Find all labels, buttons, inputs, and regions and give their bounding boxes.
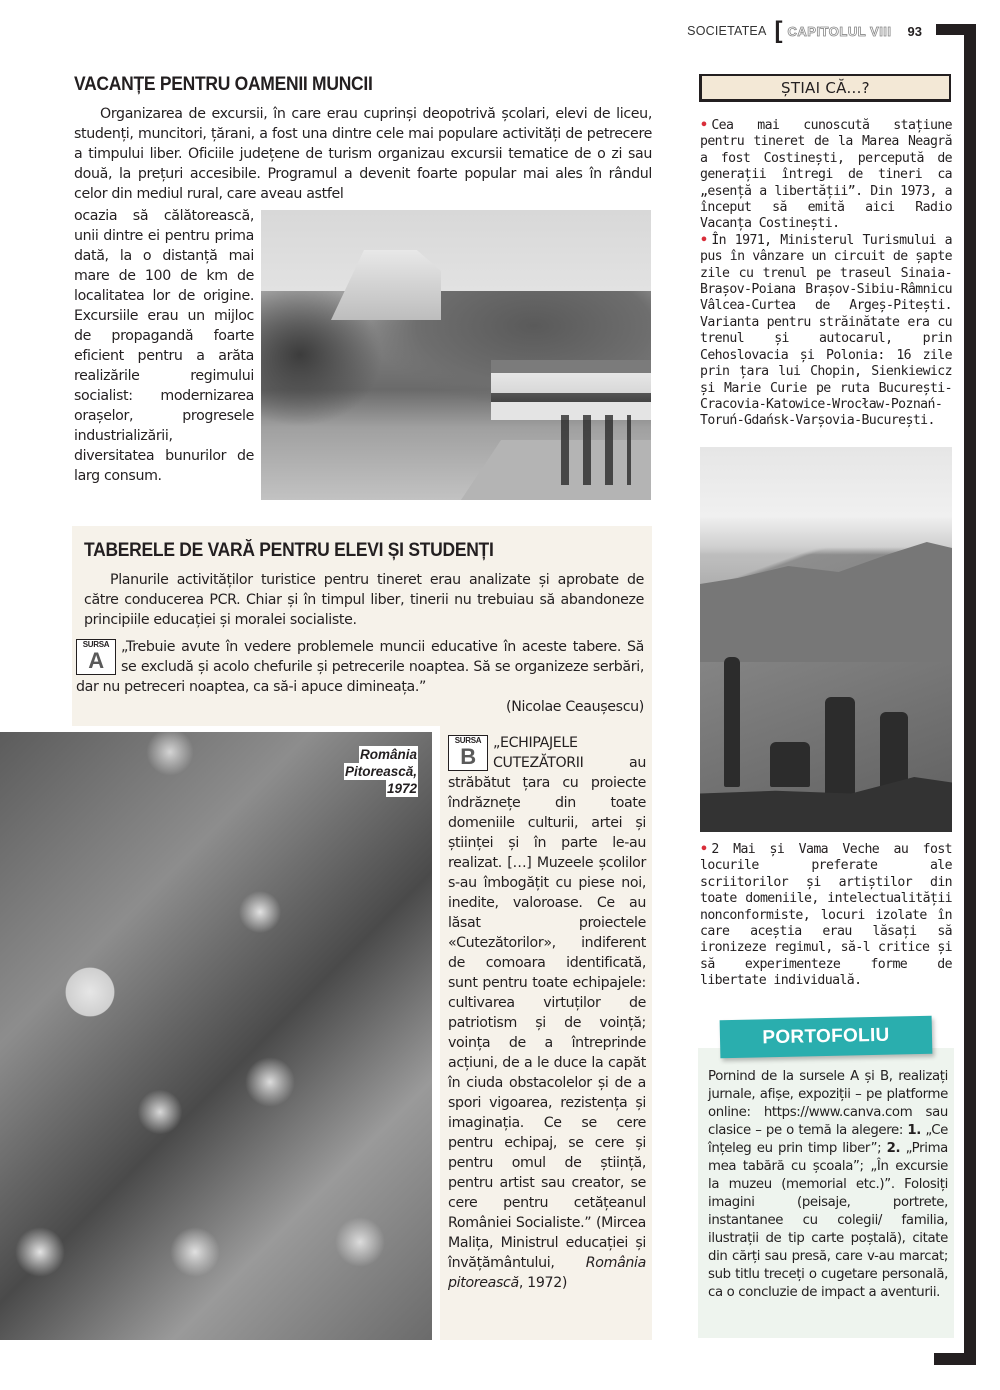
chapter-label: CAPITOLUL VIII — [787, 23, 892, 39]
ridge-shape — [700, 542, 952, 662]
portofoliu-tag — [720, 1016, 933, 1058]
article-continuation: ocazia să călătorească, unii dintre ei pentru prima dată, la o distanță mai mare de 100 de km de localitatea lor de origine. Excursiile erau un mijloc de propagandă foarte eficient pentru a arăta realizările regimului socialist: modernizarea orașelor, progresele industrializării, diversitatea bunurilor de larg consum. — [74, 208, 254, 484]
building-shape — [491, 360, 651, 420]
fact-item: • 2 Mai și Vama Veche au fost locurile preferate ale scriitorilor și artiștilor din toate domeniile, intelectualității nonconformiste, locuri izolate în care aceștia erau lăsați să ironizeze regimul, să-l critice și să experimenteze forme de libertate individuală. — [700, 842, 952, 989]
people-shape — [561, 415, 631, 485]
resort-photo — [261, 210, 651, 500]
children-waving-photo — [0, 732, 432, 1340]
source-b-quote: SURSA B „ECHIPAJELE CUTEZĂTORII au străbătut țara cu proiecte îndrăznețe din toate domeniile culturii, artei și științei și în parte le-au realizat. […] Muzeele școlilor s-au îmbogățit cu piese noi, inedite, valoroase. Ce au lăsat proiectele «Cutezătorilor», indiferent de comoara identificată, sunt pentru toate echipajele: cultivarea virtuților de patriotism și de voință; voința de a întreprinde acțiuni, de a le duce la capăt în ciuda obstacolelor și de a spori vigoarea, rezistența și imaginația. Ce se cere pentru echipaj, se cere și pentru omul de știință, pentru artist sau creator, se cere pentru cetățeanul României Socialiste.” (Mircea Malița, Ministrul educației și învățământului, România pitorească, 1972) — [448, 735, 646, 1291]
source-b-badge: SURSA B — [448, 735, 488, 771]
bracket-glyph: [ — [774, 17, 783, 44]
hiker-shape — [724, 657, 740, 787]
bullet-icon: • — [700, 842, 708, 857]
article-intro: Organizarea de excursii, în care erau cuprinși deopotrivă școlari, elevi de liceu, studenți, muncitori, țărani, a fost una dintre cele mai populare activități de petrecere a timpului liber. Oficiile județene de turism organizau excursii tematice de o zi sau două, la prețuri accesibile. Programul a devenit foarte popular mai ales în rândul celor din mediul rural, care aveau astfel — [74, 106, 652, 202]
hotel-shape — [331, 250, 441, 320]
hiker-shape — [770, 742, 810, 787]
portofoliu-title: PORTOFOLIU — [762, 1024, 890, 1049]
bullet-icon: • — [700, 232, 708, 248]
page-frame-bottom — [934, 1353, 976, 1365]
fact-item: • Cea mai cunoscută stațiune pentru tineret de la Marea Neagră a fost Costinești, percepută de generații întregi de tineri ca „esență a libertății”. Din 1973, a început să emită aici Radio Vacanța Costinești. — [700, 118, 952, 232]
photo-caption: România Pitorească, 1972 — [344, 747, 417, 796]
stiai-ca-box — [699, 74, 951, 102]
source-a-text: „Trebuie avute în vedere problemele muncii educative în aceste tabere. Să se excludă și acolo chefurile și petrecerile noaptea. Să se organizeze serbări, dar nu petreceri noaptea, ca să-i apuce dimineața.” — [76, 639, 644, 695]
source-b-text: „ECHIPAJELE CUTEZĂTORII au străbătut țara cu proiecte îndrăznețe din toate domeniile culturii, artei și științei și în parte le-au realizat. […] Muzeele școlilor s-au îmbogățit cu piese noi, inedite, valoroase. Ce au lăsat proiectele «Cutezătorilor», indiferent de comoara identificată, sunt pentru toate echipajele: cultivarea virtuților de patriotism și de voință; voința de a întreprinde acțiuni, de a le duce la capăt în ciuda obstacolelor și de a spori vigoarea, rezistența și imaginația. Ce se cere pentru echipaj, se cere și pentru omul de știință, pentru artist sau creator, se cere pentru cetățeanul României Socialiste.” (Mircea Malița, Ministrul educației și învățământului, — [448, 735, 646, 1271]
bullet-icon: • — [700, 118, 708, 133]
hiker-shape — [825, 697, 855, 797]
source-b-citation: România pitorească — [448, 1255, 646, 1291]
stiai-ca-title: ȘTIAI CĂ...? — [781, 79, 870, 97]
facts-list — [700, 118, 952, 430]
fact-item: • În 1971, Ministerul Turismului a pus în vânzare un circuit de șapte zile cu trenul pe traseul Sinaia-Brașov-Poiana Brașov-Sibiu-Râmnicu Vâlcea-Curtea de Argeș-Pitești. Varianta pentru străinătate era cu trenul și autocarul, prin Cehoslovacia și Polonia: 16 zile prin țara lui Chopin, Sienkiewicz și Marie Curie pe ruta București-Cracovia-Katowice-Wrocław-Poznań-Toruń-Gdańsk-Varșovia-București. — [700, 232, 952, 429]
facts-list-2 — [700, 842, 952, 990]
mountain-hikers-photo — [700, 447, 952, 832]
article-title-vacante: VACANȚE PENTRU OAMENII MUNCII — [74, 74, 373, 95]
page-frame-right — [964, 24, 976, 1365]
page-header — [687, 17, 922, 44]
article-title-tabere: TABERELE DE VARĂ PENTRU ELEVI ȘI STUDENȚI — [84, 540, 494, 561]
source-a-badge: SURSA A — [76, 639, 116, 675]
portofoliu-text: Pornind de la sursele A și B, realizați jurnale, afișe, expoziții – pe platforme online: https://www.canva.com sau clasice – pe o temă la alegere: 1. „Ce înțeleg eu prin timp liber”; 2. „Prima mea tabără cu școala”; „În excursie la muzeu (memorial etc.)”. Folosiți imagini (peisaje, portrete, instantanee cu colegii/ familia, ilustrații de tip carte poștală), citate din cărți sau presă, care v-au marcat; sub titlu treceți o cugetare personală, ca o concluzie de impact a aventurii. — [708, 1069, 948, 1300]
tabere-intro: Planurile activităților turistice pentru tineret erau analizate și aprobate de către conducerea PCR. Chiar și în timpul liber, tinerii nu trebuiau să abandoneze principiile educației și moralei socialiste. — [84, 572, 644, 628]
source-a-author: (Nicolae Ceaușescu) — [506, 699, 644, 715]
section-name: SOCIETATEA — [687, 24, 767, 38]
source-a-quote — [76, 637, 644, 717]
page-number: 93 — [907, 23, 922, 39]
